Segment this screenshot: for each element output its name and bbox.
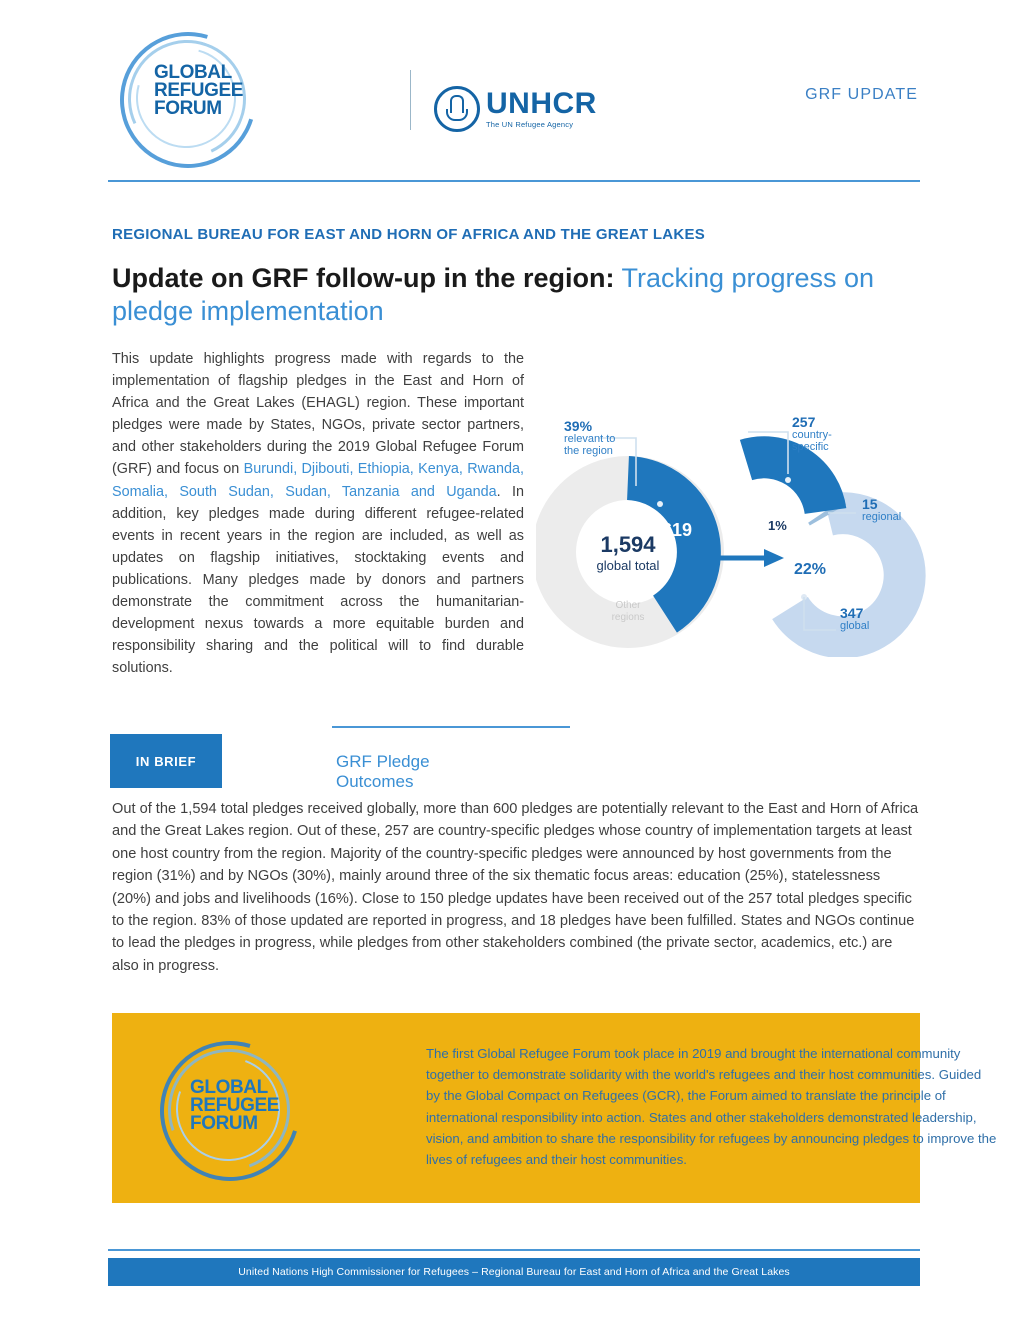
- callout-paragraph: The first Global Refugee Forum took place in 2019 and brought the international community together to demonstrate solidarity with the world's refugees and their host communities. Guided by the Global Compact on Refugees (GCR), the Forum aimed to translate the principle of international responsibility into action. States and other stakeholders demonstrated leadership, vision, and ambition to share the responsibility for refugees by announcing pledges to improve the lives of refugees and their host communities.: [426, 1046, 997, 1168]
- callout-grf-logo: [156, 1035, 324, 1183]
- left-donut-dot-marker: [657, 501, 663, 507]
- label-257-country-specific: [792, 416, 832, 454]
- logo-divider: [410, 70, 411, 130]
- global-refugee-forum-logo: [118, 24, 308, 164]
- right-arc-pct-16: 16%: [752, 489, 785, 506]
- in-brief-section-title: GRF Pledge Outcomes: [336, 752, 430, 791]
- header-divider-rule: [108, 180, 920, 182]
- intro-country-list: Burundi, Djibouti, Ethiopia, Kenya, Rwanda, Somalia, South Sudan, Sudan, Tanzania and Uganda: [112, 461, 524, 500]
- label-257-value: 257: [792, 414, 816, 430]
- page-footer: [108, 1258, 920, 1286]
- in-brief-header: [110, 726, 460, 791]
- page-title-light: Tracking progress on pledge implementation: [112, 263, 875, 326]
- in-brief-tag: [110, 734, 222, 788]
- label-39-sub1: relevant to: [564, 432, 616, 445]
- right-arc-pct-22: 22%: [794, 561, 827, 578]
- unhcr-logo: [434, 86, 597, 132]
- grf-callout-box: [112, 1013, 997, 1203]
- label-15-sub: regional: [862, 510, 902, 523]
- page-title: [112, 262, 892, 328]
- pledge-infographic: [536, 412, 936, 657]
- left-donut-other-label-1: Other: [615, 600, 641, 611]
- left-donut-center-value: 1,594: [600, 532, 656, 557]
- right-arc-dot-marker: [785, 477, 791, 483]
- body-paragraph: Out of the 1,594 total pledges received globally, more than 600 pledges are potentially relevant to the East and Horn of Africa and the Great Lakes region. Out of these, 257 are country-specific pledges whose country of implementation targets at least one host country from the region. Majority of the country-specific pledges were announced by host governments from the region (31%) and by NGOs (30%), mainly around three of the six thematic focus areas: education (25%), statelessness (20%) and jobs and livelihoods (16%). Close to 150 pledge updates have been received out of the 257 total pledges specific to the region. 83% of those updated are reported in progress, and 18 pledges have been fulfilled. States and NGOs continue to lead the pledges in progress, while pledges from other stakeholders combined (the private sector, academics, etc.) are also in progress.: [112, 801, 919, 974]
- grf-unhcr-logo-lockup: [118, 24, 597, 164]
- label-39-value: 39%: [564, 418, 593, 434]
- grf-logo-wordmark: GLOBAL REFUGEE FORUM: [154, 62, 244, 119]
- left-donut-other-label-2: regions: [611, 612, 645, 623]
- label-347-global: [840, 607, 869, 632]
- intro-part-2: . In addition, key pledges made during different refugee-related events in recent years in the region are included, as well as updates on flagship initiatives, stocktaking events and publications. Many pledges made by donors and partners demonstrate the commitment across the humanitarian-development nexus towards a more equitable burden and responsibility sharing and the political will to find durable solutions.: [112, 483, 525, 677]
- footer-divider-rule: [108, 1249, 920, 1251]
- unhcr-emblem-icon: [434, 86, 480, 132]
- label-257-sub1: country-: [792, 428, 832, 441]
- label-257-sub2: specific: [792, 441, 829, 453]
- footer-text: United Nations High Commissioner for Refugees – Regional Bureau for East and Horn of Africa and the Great Lakes: [238, 1266, 790, 1278]
- label-39-percent: [564, 420, 615, 458]
- transition-arrow-head: [764, 549, 784, 567]
- intro-paragraph: [112, 348, 524, 679]
- unhcr-tagline: The UN Refugee Agency: [486, 120, 574, 130]
- callout-grf-wordmark: GLOBAL REFUGEE FORUM: [190, 1077, 280, 1134]
- in-brief-rule: [332, 726, 570, 728]
- unhcr-wordmark: UNHCR: [486, 87, 597, 121]
- label-15-regional: [862, 498, 901, 523]
- document-type-label: GRF UPDATE: [805, 86, 918, 103]
- in-brief-tag-label: IN BRIEF: [135, 753, 197, 769]
- label-347-sub: global: [840, 619, 870, 632]
- page-title-bold: Update on GRF follow-up in the region:: [112, 263, 615, 293]
- intro-part-1: This update highlights progress made with regards to the implementation of flagship pledges in the East and Horn of Africa and the Great Lakes (EHAGL) region. These important pledges were made by States, NGOs, private sector partners, and other stakeholders during the 2019 Global Refugee Forum (GRF) and focus on: [112, 351, 524, 478]
- left-donut-center-label: global total: [596, 558, 660, 573]
- page-header: [0, 0, 1024, 180]
- right-arc-regional-slice: [826, 511, 829, 515]
- regional-bureau-kicker: REGIONAL BUREAU FOR EAST AND HORN OF AFRICA AND THE GREAT LAKES: [112, 226, 705, 243]
- label-347-value: 347: [840, 605, 864, 621]
- left-donut-value-619: 619: [662, 520, 693, 540]
- label-39-sub2: the region: [564, 445, 613, 457]
- label-15-value: 15: [862, 496, 878, 512]
- right-arc-pct-1: 1%: [768, 518, 787, 533]
